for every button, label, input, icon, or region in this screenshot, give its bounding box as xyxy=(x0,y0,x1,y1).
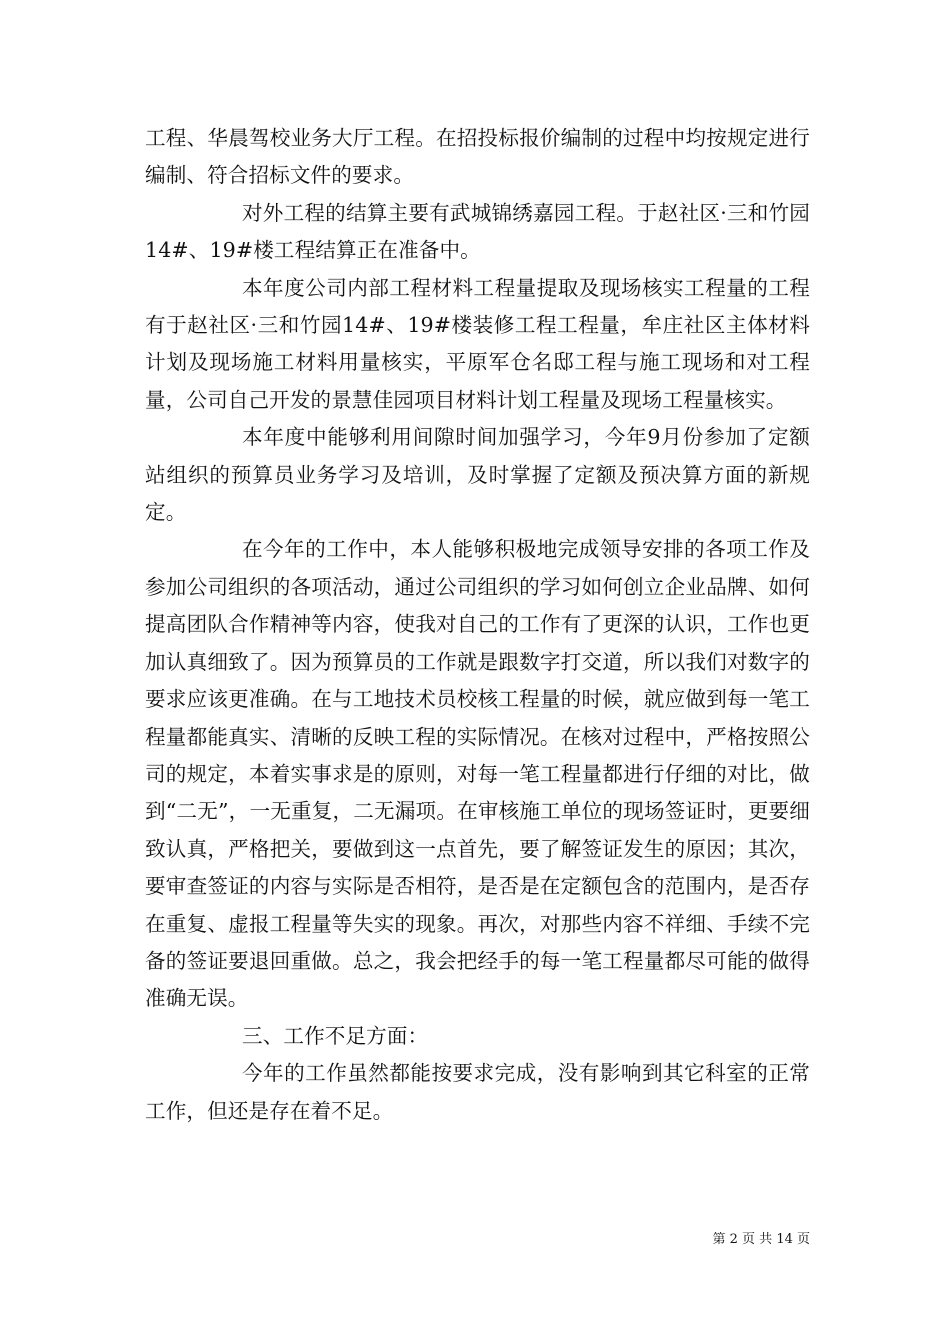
paragraph-work-attitude: 在今年的工作中，本人能够积极地完成领导安排的各项工作及参加公司组织的各项活动，通过公司组织的学习如何创立企业品牌、如何提高团队合作精神等内容，使我对自己的工作有了更深的认识，工作也更加认真细致了。因为预算员的工作就是跟数字打交道，所以我们对数字的要求应该更准确。在与工地技术员校核工程量的时候，就应做到每一笔工程量都能真实、清晰的反映工程的实际情况。在核对过程中，严格按照公司的规定，本着实事求是的原则，对每一笔工程量都进行仔细的对比，做到“二无”，一无重复，二无漏项。在审核施工单位的现场签证时，更要细致认真，严格把关，要做到这一点首先，要了解签证发生的原因；其次，要审查签证的内容与实际是否相符，是否是在定额包含的范围内，是否存在重复、虚报工程量等失实的现象。再次，对那些内容不祥细、手续不完备的签证要退回重做。总之，我会把经手的每一笔工程量都尽可能的做得准确无误。 xyxy=(145,537,810,1011)
section-heading-shortcomings: 三、工作不足方面： xyxy=(242,1023,429,1048)
paragraph-external-settlement: 对外工程的结算主要有武城锦绣嘉园工程。于赵社区·三和竹园14#、19#楼工程结算正在准备中。 xyxy=(145,200,810,263)
page-number-footer: 第 2 页 共 14 页 xyxy=(712,1232,810,1247)
paragraph-study-training: 本年度中能够利用间隙时间加强学习，今年9月份参加了定额站组织的预算员业务学习及培训，及时掌握了定额及预决算方面的新规定。 xyxy=(145,425,810,525)
paragraph-continuation: 工程、华晨驾校业务大厅工程。在招投标报价编制的过程中均按规定进行编制、符合招标文件的要求。 xyxy=(145,126,810,188)
paragraph-shortcomings: 今年的工作虽然都能按要求完成，没有影响到其它科室的正常工作，但还是存在着不足。 xyxy=(145,1061,810,1123)
paragraph-internal-quantity: 本年度公司内部工程材料工程量提取及现场核实工程量的工程有于赵社区·三和竹园14#、19#楼装修工程工程量，牟庄社区主体材料计划及现场施工材料用量核实，平原军仓名邸工程与施工现场和对工程量，公司自己开发的景慧佳园项目材料计划工程量及现场工程量核实。 xyxy=(145,275,810,412)
document-body xyxy=(145,120,810,1130)
